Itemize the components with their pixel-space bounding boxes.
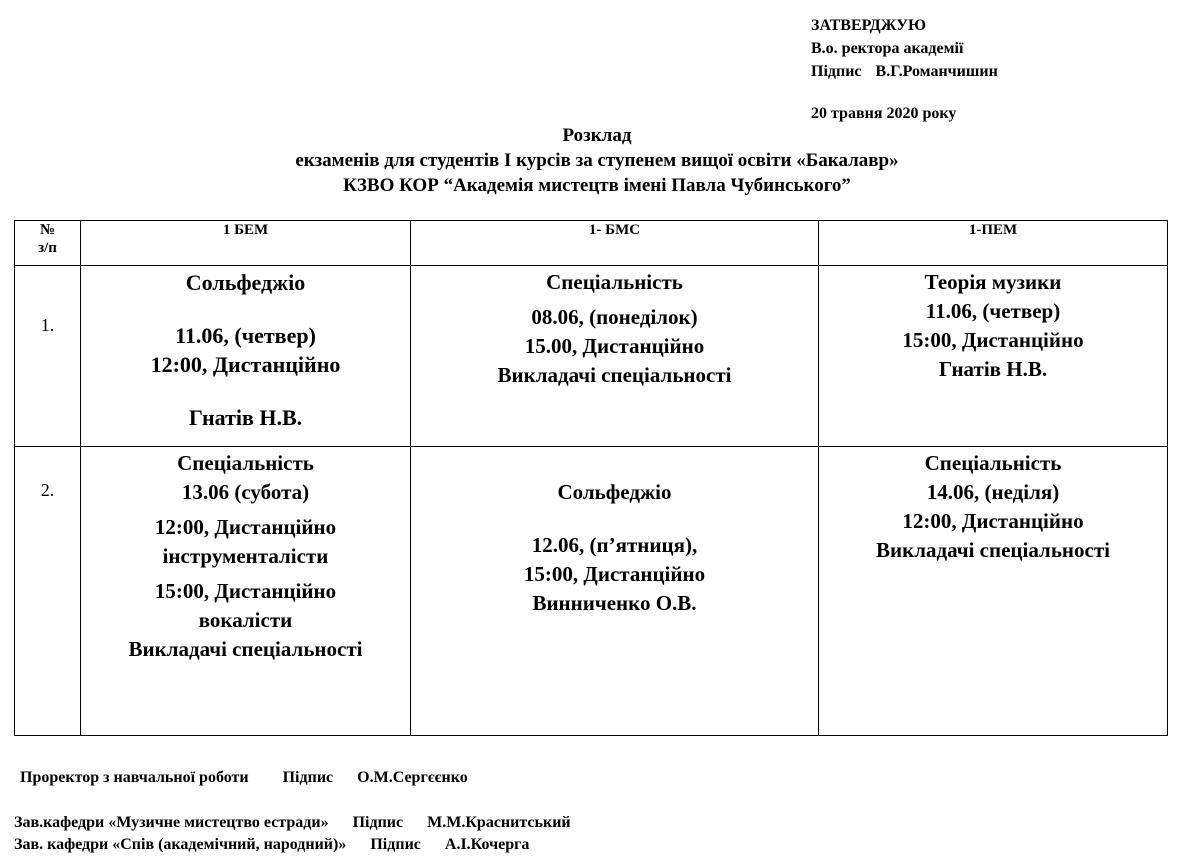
footer-sign-word: Підпис	[370, 836, 421, 853]
header-number: № з/п	[15, 221, 81, 266]
table-row	[15, 266, 1168, 447]
row-number: 2.	[15, 447, 81, 736]
exam-cell	[81, 447, 411, 736]
exam-cell	[81, 266, 411, 447]
exam-cell	[411, 447, 819, 736]
footer-sign-word: Підпис	[282, 769, 334, 786]
footer-position: Проректор з навчальної роботи	[20, 769, 249, 786]
footer-signature-prorector	[20, 767, 468, 789]
footer-sign-word: Підпис	[352, 814, 404, 831]
document-subtitle: екзаменів для студентів І курсів за ступенем вищої освіти «Бакалавр»	[295, 150, 899, 171]
exam-group: вокалісти	[198, 608, 293, 632]
approval-sign-name: В.Г.Романчишин	[875, 63, 998, 80]
row-number: 1.	[15, 266, 81, 447]
exam-subject: Спеціальність	[546, 270, 683, 294]
header-group-1bms: 1- БМС	[411, 221, 819, 266]
exam-date: 14.06, (неділя)	[926, 480, 1060, 504]
exam-subject: Сольфеджіо	[557, 480, 672, 504]
table-header-row	[15, 221, 1168, 266]
exam-teacher: Гнатів Н.В.	[188, 405, 303, 430]
footer-position: Зав. кафедри «Спів (академічний, народний)»	[14, 836, 347, 853]
header-group-1pem: 1-ПЕМ	[819, 221, 1168, 266]
footer-name: А.І.Кочерга	[444, 836, 530, 853]
document-institution: КЗВО КОР “Академія мистецтв імені Павла Чубинського”	[343, 175, 851, 196]
approval-block	[811, 14, 998, 125]
exam-date: 11.06, (четвер)	[925, 299, 1061, 323]
exam-teacher: Викладачі спеціальності	[497, 363, 732, 387]
exam-date: 11.06, (четвер)	[175, 323, 316, 348]
exam-cell	[819, 447, 1168, 736]
approval-sign-word: Підпис	[811, 63, 862, 80]
exam-cell	[411, 266, 819, 447]
approval-position: В.о. ректора академії	[811, 40, 964, 57]
footer-signature-estrada	[14, 812, 571, 834]
table-row	[15, 447, 1168, 736]
exam-teacher: Викладачі спеціальності	[875, 538, 1110, 562]
footer-name: О.М.Сергєєнко	[357, 769, 468, 786]
document-title: Розклад	[562, 125, 632, 146]
exam-time: 15:00, Дистанційно	[902, 328, 1084, 352]
footer-position: Зав.кафедри «Музичне мистецтво естради»	[14, 814, 329, 831]
document-heading	[0, 123, 1180, 198]
exam-group: інструменталісти	[162, 544, 329, 568]
exam-teacher: Викладачі спеціальності	[128, 637, 363, 661]
exam-subject: Теорія музики	[924, 270, 1062, 294]
exam-subject: Спеціальність	[177, 451, 314, 475]
exam-time: 12:00, Дистанційно	[902, 509, 1084, 533]
exam-time: 15:00, Дистанційно	[523, 562, 706, 586]
exam-time: 15.00, Дистанційно	[524, 334, 705, 358]
exam-cell	[819, 266, 1168, 447]
approval-signature	[811, 60, 998, 83]
approval-date: 20 травня 2020 року	[811, 105, 957, 122]
exam-subject: Спеціальність	[924, 451, 1062, 475]
exam-time: 12:00, Дистанційно	[150, 352, 341, 377]
exam-date: 13.06 (субота)	[181, 480, 310, 504]
approval-title: ЗАТВЕРДЖУЮ	[811, 17, 927, 34]
exam-time: 12:00, Дистанційно	[154, 515, 337, 539]
footer-name: М.М.Краснитський	[427, 814, 571, 831]
exam-teacher: Винниченко О.В.	[532, 591, 697, 615]
exam-date: 12.06, (п’ятниця),	[531, 533, 698, 557]
header-group-1bem: 1 БЕМ	[81, 221, 411, 266]
exam-time: 15:00, Дистанційно	[154, 579, 337, 603]
exam-date: 08.06, (понеділок)	[531, 305, 698, 329]
exam-subject: Сольфеджіо	[185, 270, 306, 295]
exam-schedule-table	[14, 220, 1168, 736]
footer-signature-spiv	[14, 834, 529, 856]
exam-teacher: Гнатів Н.В.	[938, 357, 1048, 381]
